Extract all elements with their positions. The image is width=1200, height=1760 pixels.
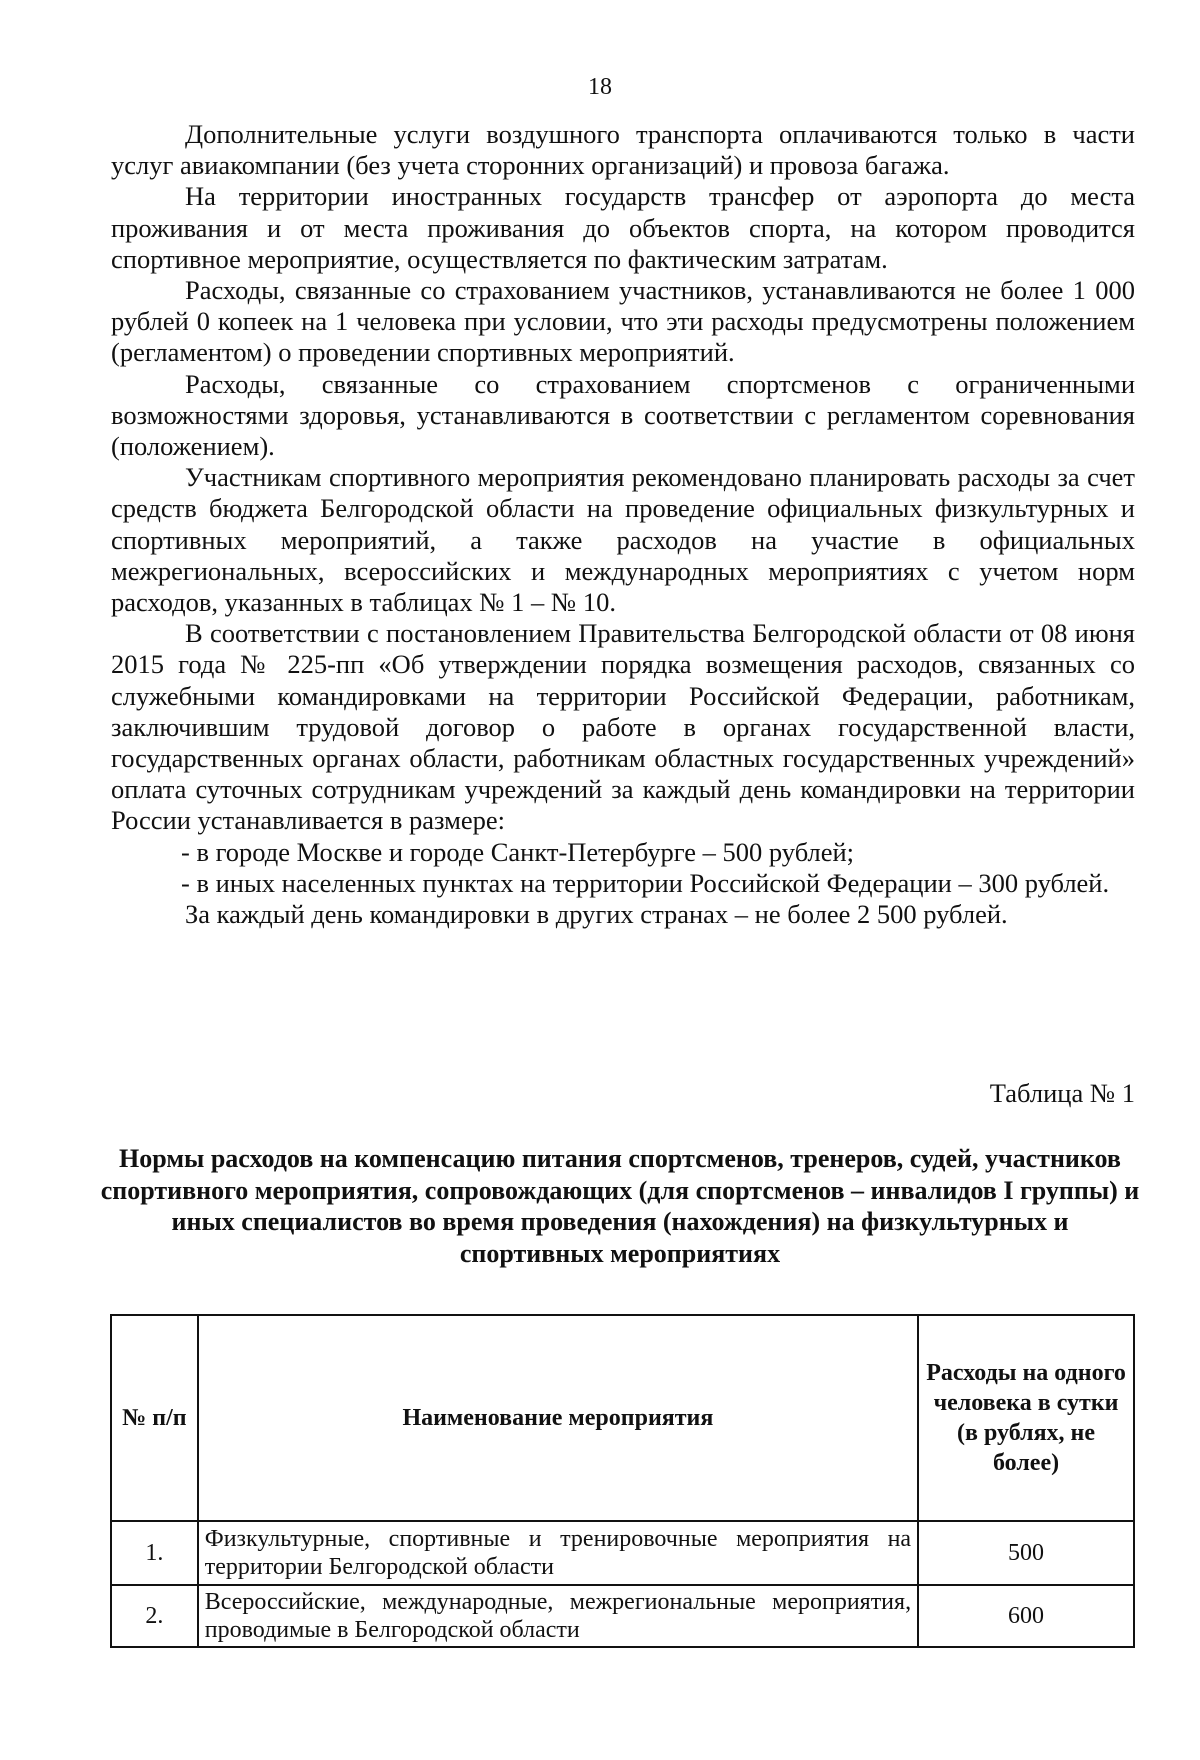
paragraph: В соответствии с постановлением Правительства Белгородской области от 08 июня 2015 года № 225-пп «Об утверждении порядка возмещения расходов, связанных со служебными командировками на территории Российской Федерации, работникам, заключившим трудовой договор о работе в органах государственной власти, государственных органах области, работникам областных государственных учреждений» оплата суточных сотрудникам учреждений за каждый день командировки на территории России устанавливается в размере: xyxy=(111,618,1135,836)
header-cost: Расходы на одного человека в сутки (в рублях, не более) xyxy=(918,1315,1134,1521)
row-number: 1. xyxy=(111,1521,198,1585)
table-row xyxy=(111,1521,1134,1585)
table-row xyxy=(111,1585,1134,1647)
paragraph: На территории иностранных государств трансфер от аэропорта до места проживания и от места проживания до объектов спорта, на котором проводится спортивное мероприятие, осуществляется по фактическим затратам. xyxy=(111,181,1135,274)
row-event-name: Всероссийские, международные, межрегиональные мероприятия, проводимые в Белгородской области xyxy=(198,1585,918,1647)
page-number: 18 xyxy=(588,74,612,100)
row-cost: 600 xyxy=(918,1585,1134,1647)
list-item: - в городе Москве и городе Санкт-Петербурге – 500 рублей; xyxy=(181,836,855,867)
row-number: 2. xyxy=(111,1585,198,1647)
table-title: Нормы расходов на компенсацию питания спортсменов, тренеров, судей, участников спортивного мероприятия, сопровождающих (для спортсменов – инвалидов I группы) и иных специалистов во время проведения (нахождения) на физкультурных и спортивных мероприятиях xyxy=(100,1144,1140,1268)
paragraph: Расходы, связанные со страхованием спортсменов с ограниченными возможностями здоровья, устанавливаются в соответствии с регламентом соревнования (положением). xyxy=(111,368,1135,462)
row-cost: 500 xyxy=(918,1521,1134,1585)
header-event-name: Наименование мероприятия xyxy=(198,1315,918,1521)
paragraph: Дополнительные услуги воздушного транспорта оплачиваются только в части услуг авиакомпании (без учета сторонних организаций) и провоза багажа. xyxy=(111,119,1135,181)
paragraph: Расходы, связанные со страхованием участников, устанавливаются не более 1 000 рублей 0 копеек на 1 человека при условии, что эти расходы предусмотрены положением (регламентом) о проведении спортивных мероприятий. xyxy=(111,275,1135,368)
table-header-row xyxy=(111,1315,1134,1521)
norms-table xyxy=(110,1314,1135,1648)
paragraph: Участникам спортивного мероприятия рекомендовано планировать расходы за счет средств бюджета Белгородской области на проведение официальных физкультурных и спортивных мероприятий, а также расходов на участие в официальных межрегиональных, всероссийских и международных мероприятиях с учетом норм расходов, указанных в таблицах № 1 – № 10. xyxy=(111,462,1135,618)
table-label: Таблица № 1 xyxy=(989,1078,1135,1108)
header-number: № п/п xyxy=(111,1315,198,1521)
row-event-name: Физкультурные, спортивные и тренировочные мероприятия на территории Белгородской области xyxy=(198,1521,918,1585)
closing-paragraph: За каждый день командировки в других странах – не более 2 500 рублей. xyxy=(185,899,1008,930)
list-item: - в иных населенных пунктах на территории Российской Федерации – 300 рублей. xyxy=(181,867,1110,898)
body-text xyxy=(111,119,1135,930)
